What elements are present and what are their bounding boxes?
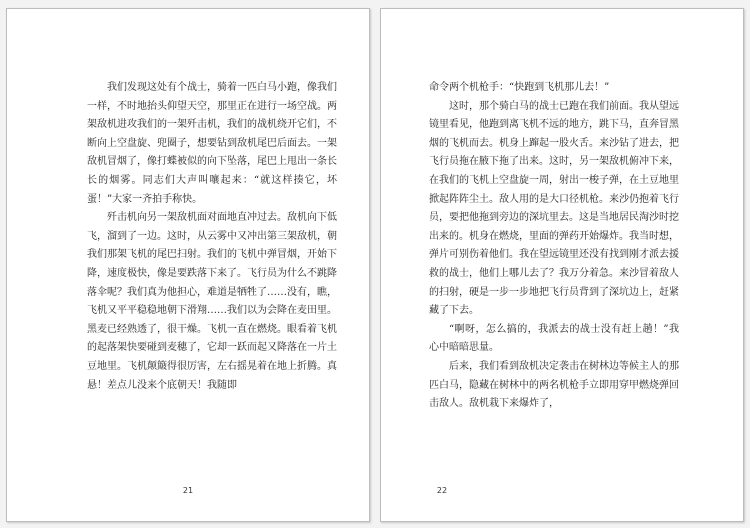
left-page <box>6 8 370 522</box>
right-page <box>380 8 744 522</box>
right-page-body <box>429 79 679 414</box>
paragraph: 歼击机向另一架敌机面对面地直冲过去。敌机向下低飞，溜到了一边。这时，从云雾中又冲出第三架敌机，朝我们那架飞机的尾巴扫射。我们的飞机中弹冒烟，开始下降，速度极快，像是要跌落下来了。飞行员为什么不跳降落伞呢？我们真为他担心，难道是牺牲了……没有，瞧，飞机又平平稳稳地朝下滑翔……我们以为会降在麦田里。黑麦已经熟透了，很干燥。飞机一直在燃烧。眼看着飞机的起落架快要碰到麦穗了，它却一跃而起又降落在一片土豆地里。飞机颠簸得很厉害，左右摇晃着在地上折腾。真悬！差点儿没来个底朝天！我随即 <box>87 212 337 391</box>
paragraph: 这时，那个骑白马的战士已跑在我们前面。我从望远镜里看见，他跑到离飞机不远的地方，跳下马，直奔冒黑烟的飞机而去。机身上蹿起一股火舌。来沙钻了进去，把飞行员拖在腋下拖了出来。这时，另一架敌机俯冲下来，在我们的飞机上空盘旋一周，射出一梭子弹，在土豆地里掀起阵阵尘土。敌人用的是大口径机枪。来沙仍抱着飞行员，要把他拖到旁边的深坑里去。这是当地居民淘沙时挖出来的。机身在燃烧，里面的弹药开始爆炸。我当时想，弹片可别伤着他们。我在望远镜里还没有找到刚才派去援救的战士，他们上哪儿去了？我万分着急。来沙冒着敌人的扫射，硬是一步一步地把飞行员背到了深坑边上，赶紧藏了下去。 <box>429 100 679 317</box>
paragraph: 命令两个机枪手：“快跑到飞机那儿去！” <box>429 82 610 93</box>
paragraph: 后来，我们看到敌机决定袭击在树林边等候主人的那匹白马，隐藏在树林中的两名机枪手立即用穿甲燃烧弹回击敌人。敌机栽下来爆炸了， <box>429 360 679 410</box>
paragraph: 我们发现这处有个战士，骑着一匹白马小跑，像我们一样，不时地抬头仰望天空，那里正在进行一场空战。两架敌机进攻我们的一架歼击机，我们的战机绕开它们，不断向上空盘旋、兜圈子，想要钻到敌机尾巴后面去。一架敌机冒烟了，像打蝶被似的向下坠落，尾巴上甩出一条长长的烟雾。同志们大声叫嚷起来：“就这样揍它，坏蛋！”大家一齐拍手称快。 <box>87 82 337 205</box>
paragraph: “啊呀，怎么搞的，我派去的战士没有赶上趟！”我心中暗暗思量。 <box>429 323 679 354</box>
page-number: 21 <box>182 486 194 495</box>
left-page-body <box>87 79 337 395</box>
page-number: 22 <box>436 486 448 495</box>
